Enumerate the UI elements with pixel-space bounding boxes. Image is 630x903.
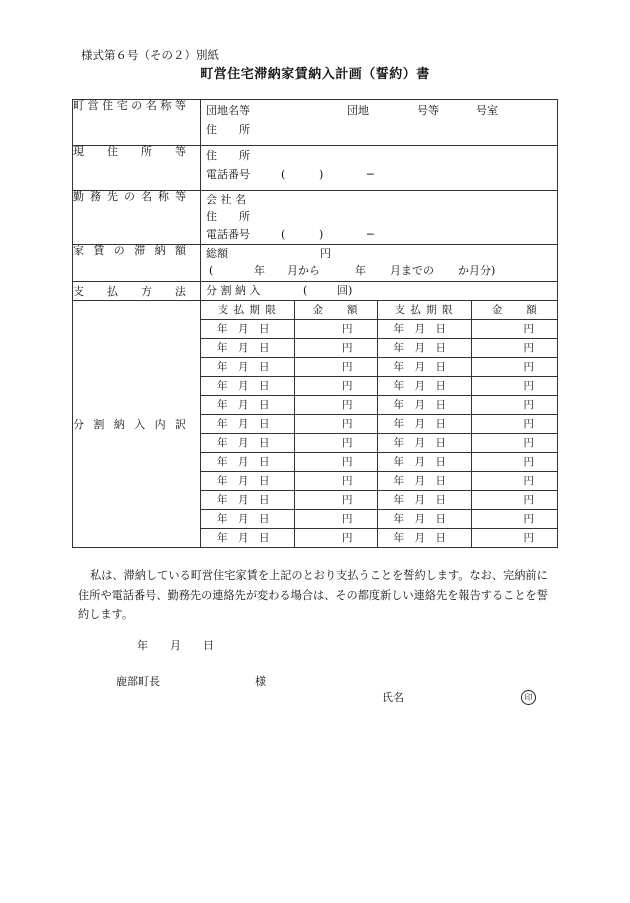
installment-amount-right[interactable]: 円 <box>471 529 558 548</box>
installment-row <box>201 339 558 358</box>
installment-row <box>201 510 558 529</box>
installment-amount-right[interactable]: 円 <box>471 453 558 472</box>
employer-field[interactable] <box>201 191 558 245</box>
installment-deadline-left[interactable]: 年 月 日 <box>201 434 294 453</box>
addressee: 鹿部町長 <box>116 675 160 688</box>
installment-deadline-left[interactable]: 年 月 日 <box>201 358 294 377</box>
employer-phone-close: ) <box>319 228 324 241</box>
pledge-form-table <box>72 99 558 548</box>
installments-label: 分割納入内訳 <box>73 417 186 431</box>
installment-amount-left[interactable]: 円 <box>294 453 377 472</box>
payment-method-field[interactable] <box>201 282 558 301</box>
installment-deadline-left[interactable]: 年 月 日 <box>201 491 294 510</box>
form-number-label: 様式第６号（その２）別紙 <box>81 48 219 62</box>
arrears-yen-label: 円 <box>320 247 331 260</box>
residence-field[interactable] <box>201 146 558 191</box>
danchi-suffix: 団地 <box>347 104 369 117</box>
residence-label: 現住所等 <box>73 145 186 158</box>
installment-deadline-right[interactable]: 年 月 日 <box>377 434 471 453</box>
signature-date[interactable]: 年 月 日 <box>137 639 214 652</box>
amount-header-right: 金 額 <box>471 301 558 320</box>
installment-amount-left[interactable]: 円 <box>294 529 377 548</box>
installment-deadline-right[interactable]: 年 月 日 <box>377 377 471 396</box>
gou-suffix: 号等 <box>417 104 439 117</box>
housing-label-cell <box>73 100 201 146</box>
employer-phone-open: ( <box>281 228 286 241</box>
installment-amount-left[interactable]: 円 <box>294 510 377 529</box>
payment-method-label-cell <box>73 282 201 301</box>
installment-amount-right[interactable]: 円 <box>471 339 558 358</box>
residence-phone-dash: ─ <box>367 168 374 181</box>
installment-deadline-right[interactable]: 年 月 日 <box>377 491 471 510</box>
payment-method-value: 分 割 納 入 <box>206 284 261 297</box>
installment-deadline-right[interactable]: 年 月 日 <box>377 529 471 548</box>
installment-amount-right[interactable]: 円 <box>471 396 558 415</box>
residence-label-cell <box>73 146 201 191</box>
installment-amount-left[interactable]: 円 <box>294 339 377 358</box>
seal-mark-icon: 印 <box>521 690 536 705</box>
employer-address-label: 住 所 <box>206 210 250 223</box>
installment-amount-right[interactable]: 円 <box>471 434 558 453</box>
installment-row <box>201 320 558 339</box>
document-title: 町営住宅滞納家賃納入計画（誓約）書 <box>200 67 430 82</box>
installment-row <box>201 396 558 415</box>
installment-deadline-left[interactable]: 年 月 日 <box>201 320 294 339</box>
installment-row <box>201 453 558 472</box>
installment-amount-left[interactable]: 円 <box>294 472 377 491</box>
installment-row <box>201 491 558 510</box>
installments-table <box>201 301 558 547</box>
installment-deadline-left[interactable]: 年 月 日 <box>201 510 294 529</box>
installment-deadline-left[interactable]: 年 月 日 <box>201 377 294 396</box>
installment-count-suffix: 回) <box>337 284 353 297</box>
installments-grid-cell <box>201 301 558 548</box>
installment-deadline-left[interactable]: 年 月 日 <box>201 453 294 472</box>
installment-deadline-right[interactable]: 年 月 日 <box>377 415 471 434</box>
arrears-label: 家賃の滞納額 <box>73 244 186 257</box>
honorific-sama: 様 <box>255 675 266 688</box>
amount-header-left: 金 額 <box>294 301 377 320</box>
goushitsu-suffix: 号室 <box>476 104 498 117</box>
installments-header-row <box>201 301 558 320</box>
installment-deadline-left[interactable]: 年 月 日 <box>201 472 294 491</box>
installment-deadline-left[interactable]: 年 月 日 <box>201 529 294 548</box>
installment-amount-left[interactable]: 円 <box>294 396 377 415</box>
installment-deadline-right[interactable]: 年 月 日 <box>377 472 471 491</box>
installment-row <box>201 472 558 491</box>
installment-deadline-right[interactable]: 年 月 日 <box>377 453 471 472</box>
deadline-header-left: 支 払 期 限 <box>201 301 294 320</box>
period-end-month: 月までの <box>390 264 434 277</box>
installment-row <box>201 377 558 396</box>
installment-row <box>201 415 558 434</box>
payment-method-row <box>73 282 558 301</box>
installment-amount-left[interactable]: 円 <box>294 415 377 434</box>
employer-label: 勤務先の名称等 <box>73 190 186 203</box>
installment-deadline-right[interactable]: 年 月 日 <box>377 396 471 415</box>
period-months: か月分) <box>458 264 496 277</box>
installments-row <box>73 301 558 548</box>
residence-phone-open: ( <box>281 168 286 181</box>
arrears-row <box>73 245 558 282</box>
installments-label-cell <box>73 301 201 548</box>
installment-deadline-right[interactable]: 年 月 日 <box>377 510 471 529</box>
installment-deadline-left[interactable]: 年 月 日 <box>201 339 294 358</box>
installment-amount-left[interactable]: 円 <box>294 434 377 453</box>
residence-phone-label: 電話番号 <box>206 168 250 181</box>
period-start-year: 年 <box>254 264 265 277</box>
applicant-name-label: 氏名 <box>382 691 404 704</box>
installment-row <box>201 434 558 453</box>
installment-amount-right[interactable]: 円 <box>471 510 558 529</box>
installment-amount-left[interactable]: 円 <box>294 491 377 510</box>
employer-label-cell <box>73 191 201 245</box>
installment-amount-right[interactable]: 円 <box>471 377 558 396</box>
installment-amount-left[interactable]: 円 <box>294 320 377 339</box>
installment-amount-right[interactable]: 円 <box>471 491 558 510</box>
housing-label: 町営住宅の名称等 <box>73 99 186 112</box>
payment-method-label: 支払方法 <box>73 284 186 298</box>
installment-row <box>201 358 558 377</box>
installment-amount-right[interactable]: 円 <box>471 472 558 491</box>
installment-row <box>201 529 558 548</box>
danchi-name-label: 団地名等 <box>206 104 250 117</box>
installment-amount-right[interactable]: 円 <box>471 320 558 339</box>
residence-row <box>73 146 558 191</box>
employer-row <box>73 191 558 245</box>
period-end-year: 年 <box>355 264 366 277</box>
company-name-label: 会 社 名 <box>206 193 246 206</box>
arrears-total-label: 総額 <box>206 247 228 260</box>
pledge-statement: 私は、滞納している町営住宅家賃を上記のとおり支払うことを誓約します。なお、完納前に住所や電話番号、勤務先の連絡先が変わる場合は、その都度新しい連絡先を報告することを誓約します。 <box>78 569 548 621</box>
employer-phone-label: 電話番号 <box>206 228 250 241</box>
installment-count-open: ( <box>303 284 308 297</box>
housing-row <box>73 100 558 146</box>
installment-amount-right[interactable]: 円 <box>471 415 558 434</box>
employer-phone-dash: ─ <box>367 228 374 241</box>
period-open-paren: ( <box>209 264 214 277</box>
installment-deadline-right[interactable]: 年 月 日 <box>377 358 471 377</box>
installment-deadline-right[interactable]: 年 月 日 <box>377 339 471 358</box>
period-start-month: 月から <box>287 264 320 277</box>
installment-deadline-left[interactable]: 年 月 日 <box>201 396 294 415</box>
deadline-header-right: 支 払 期 限 <box>377 301 471 320</box>
installment-amount-left[interactable]: 円 <box>294 377 377 396</box>
installment-amount-right[interactable]: 円 <box>471 358 558 377</box>
arrears-label-cell <box>73 245 201 282</box>
residence-phone-close: ) <box>319 168 324 181</box>
housing-field[interactable] <box>201 100 558 146</box>
installment-deadline-left[interactable]: 年 月 日 <box>201 415 294 434</box>
arrears-field[interactable] <box>201 245 558 282</box>
housing-address-label: 住 所 <box>206 123 250 136</box>
installment-amount-left[interactable]: 円 <box>294 358 377 377</box>
residence-address-label: 住 所 <box>206 149 250 162</box>
installment-deadline-right[interactable]: 年 月 日 <box>377 320 471 339</box>
